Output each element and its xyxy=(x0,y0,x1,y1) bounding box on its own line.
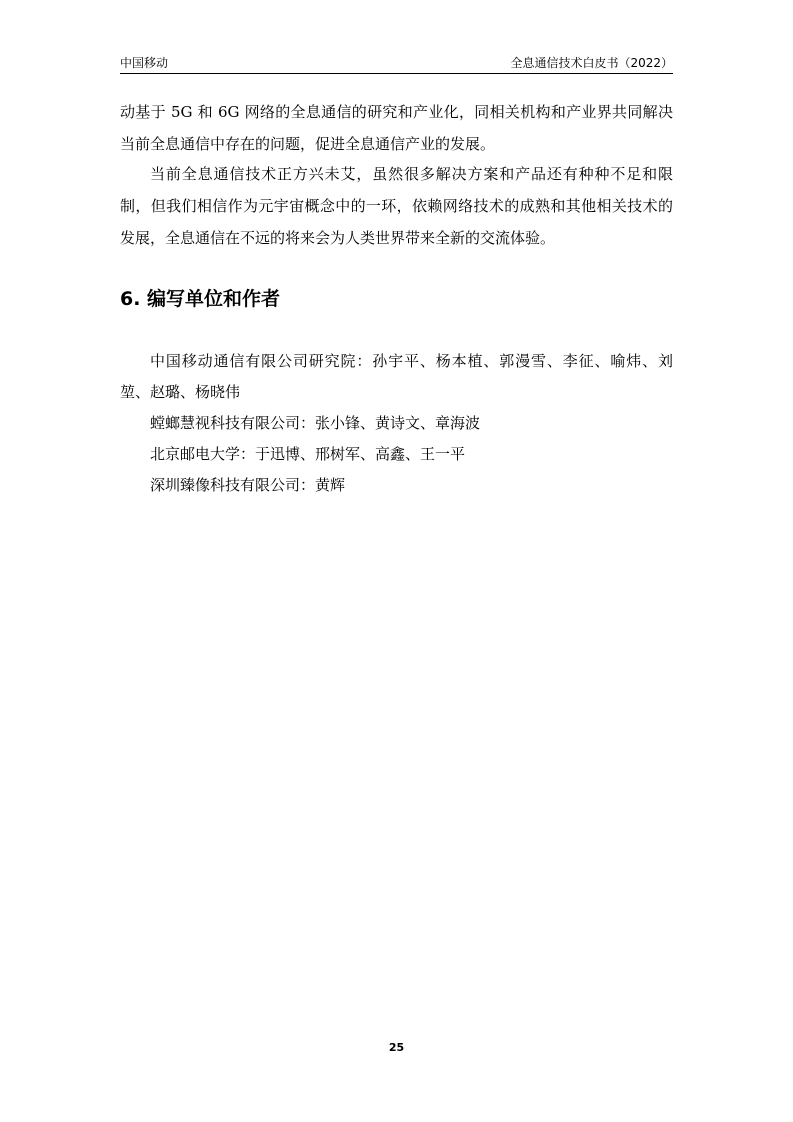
paragraph-continuation: 动基于 5G 和 6G 网络的全息通信的研究和产业化，同相关机构和产业界共同解决当前全息通信中存在的问题，促进全息通信产业的发展。 xyxy=(120,103,673,153)
header-document-title: 全息通信技术白皮书（2022） xyxy=(510,56,673,70)
author-entry-cmcc: 中国移动通信有限公司研究院：孙宇平、杨本植、郭漫雪、李征、喻炜、刘堃、赵璐、杨晓伟 xyxy=(120,352,673,401)
author-entry-tanglang: 螳螂慧视科技有限公司：张小锋、黄诗文、章海波 xyxy=(150,414,481,432)
author-list xyxy=(120,346,673,501)
header-company: 中国移动 xyxy=(120,56,169,70)
author-entry-zhenxiang: 深圳臻像科技有限公司：黄辉 xyxy=(150,476,346,494)
page-number: 25 xyxy=(388,1041,405,1054)
section-heading: 6. 编写单位和作者 xyxy=(120,288,281,310)
paragraph-outlook: 当前全息通信技术正方兴未艾，虽然很多解决方案和产品还有种种不足和限制，但我们相信作为元宇宙概念中的一环，依赖网络技术的成熟和其他相关技术的发展，全息通信在不远的将来会为人类世界带来全新的交流体验。 xyxy=(120,165,673,247)
page-header xyxy=(120,56,673,74)
author-entry-bupt: 北京邮电大学：于迅博、邢树军、高鑫、王一平 xyxy=(150,445,466,463)
